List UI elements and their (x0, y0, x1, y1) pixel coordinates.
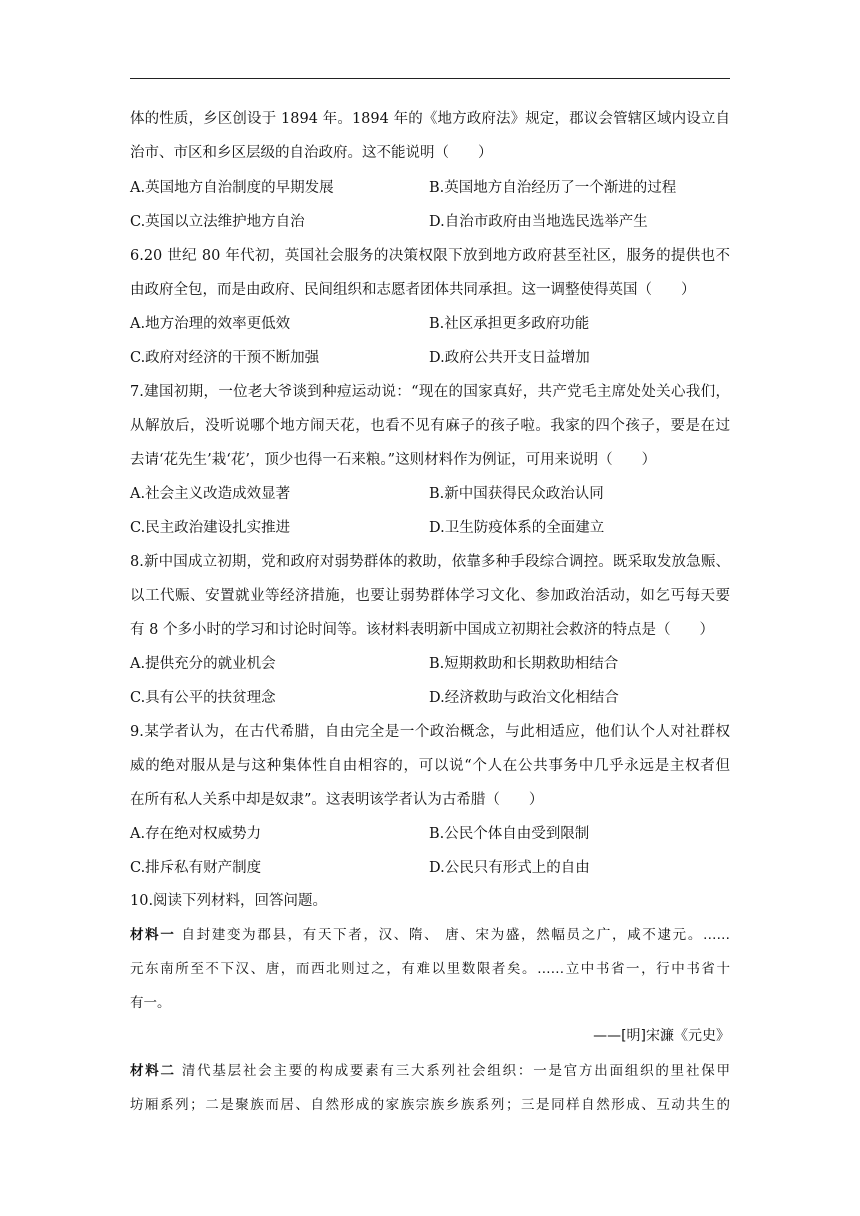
q9-stem-line-2: 威的绝对服从是与这种集体性自由相容的，可以说“个人在公共事务中几乎永远是主权者但 (130, 758, 730, 774)
q7-option-b[interactable]: B.新中国获得民众政治认同 (429, 486, 604, 502)
q9-option-c[interactable]: C.排斥私有财产制度 (130, 860, 262, 876)
q7-option-c[interactable]: C.民主政治建设扎实推进 (130, 520, 291, 536)
q10-material-1-line-2: 元东南所至不下汉、唐，而西北则过之，有难以里数限者矣。……立中书省一，行中书省十 (130, 961, 730, 977)
q8-option-c[interactable]: C.具有公平的扶贫理念 (130, 690, 276, 706)
q10-material-2-line-1 (130, 1061, 730, 1081)
q7-stem-line-3: 去请‘花先生’栽‘花’，顶少也得一石来粮。”这则材料作为例证，可用来说明（ ） (130, 452, 657, 468)
header-rule (130, 78, 730, 79)
q7-option-a[interactable]: A.社会主义改造成效显著 (130, 486, 291, 502)
q5-stem-line-1: 体的性质，乡区创设于 1894 年。1894 年的《地方政府法》规定，郡议会管辖区域内设立自 (130, 111, 730, 127)
material-2-label: 材料二 (130, 1063, 176, 1079)
q6-stem-line-2: 由政府全包，而是由政府、民间组织和志愿者团体共同承担。这一调整使得英国（ ） (130, 282, 696, 298)
q10-material-1-source: ——[明]宋濂《元史》 (593, 1028, 730, 1044)
q6-stem-line-1: 6.20 世纪 80 年代初，英国社会服务的决策权限下放到地方政府甚至社区，服务的提供也不 (130, 248, 730, 264)
q6-option-a[interactable]: A.地方治理的效率更低效 (130, 316, 291, 332)
q5-option-b[interactable]: B.英国地方自治经历了一个渐进的过程 (429, 180, 677, 196)
q5-stem-line-2: 治市、市区和乡区层级的自治政府。这不能说明（ ） (130, 145, 493, 161)
q5-option-c[interactable]: C.英国以立法维护地方自治 (130, 214, 305, 230)
q6-option-c[interactable]: C.政府对经济的干预不断加强 (130, 350, 320, 366)
q8-option-b[interactable]: B.短期救助和长期救助相结合 (429, 656, 619, 672)
q7-stem-line-2: 从解放后，没听说哪个地方闹天花，也看不见有麻子的孩子啦。我家的四个孩子，要是在过 (130, 418, 730, 434)
q10-stem: 10.阅读下列材料，回答问题。 (130, 893, 328, 909)
q8-stem-line-1: 8.新中国成立初期，党和政府对弱势群体的救助，依靠多种手段综合调控。既采取发放急赈、 (130, 554, 730, 570)
q9-stem-line-3: 在所有私人关系中却是奴隶”。这表明该学者认为古希腊（ ） (130, 792, 544, 808)
q8-stem-line-3: 有 8 个多小时的学习和讨论时间等。该材料表明新中国成立初期社会救济的特点是（ ） (130, 622, 714, 638)
material-1-text: 自封建变为郡县，有天下者，汉、隋、 唐、宋为盛，然幅员之广，咸不逮元。…… (181, 927, 730, 943)
q7-stem-line-1: 7.建国初期，一位老大爷谈到种痘运动说：“现在的国家真好，共产党毛主席处处关心我们， (130, 384, 730, 400)
q8-option-d[interactable]: D.经济救助与政治文化相结合 (429, 690, 619, 706)
material-1-label: 材料一 (130, 927, 176, 943)
q5-option-d[interactable]: D.自治市政府由当地选民选举产生 (429, 214, 648, 230)
q9-option-d[interactable]: D.公民只有形式上的自由 (429, 860, 590, 876)
q6-option-d[interactable]: D.政府公共开支日益增加 (429, 350, 590, 366)
q9-option-b[interactable]: B.公民个体自由受到限制 (429, 826, 590, 842)
q10-material-1-line-1 (130, 925, 730, 945)
q8-option-a[interactable]: A.提供充分的就业机会 (130, 656, 276, 672)
q9-stem-line-1: 9.某学者认为，在古代希腊，自由完全是一个政治概念，与此相适应，他们认个人对社群权 (130, 724, 730, 740)
q8-stem-line-2: 以工代赈、安置就业等经济措施，也要让弱势群体学习文化、参加政治活动，如乞丐每天要 (130, 588, 730, 604)
q5-option-a[interactable]: A.英国地方自治制度的早期发展 (130, 180, 334, 196)
q10-material-2-line-2: 坊厢系列；二是聚族而居、自然形成的家族宗族乡族系列；三是同样自然形成、互动共生的 (130, 1097, 730, 1113)
q10-material-1-line-3: 有一。 (130, 995, 171, 1011)
material-2-text: 清代基层社会主要的构成要素有三大系列社会组织：一是官方出面组织的里社保甲 (181, 1063, 730, 1079)
q9-option-a[interactable]: A.存在绝对权威势力 (130, 826, 262, 842)
q7-option-d[interactable]: D.卫生防疫体系的全面建立 (429, 520, 605, 536)
q6-option-b[interactable]: B.社区承担更多政府功能 (429, 316, 590, 332)
